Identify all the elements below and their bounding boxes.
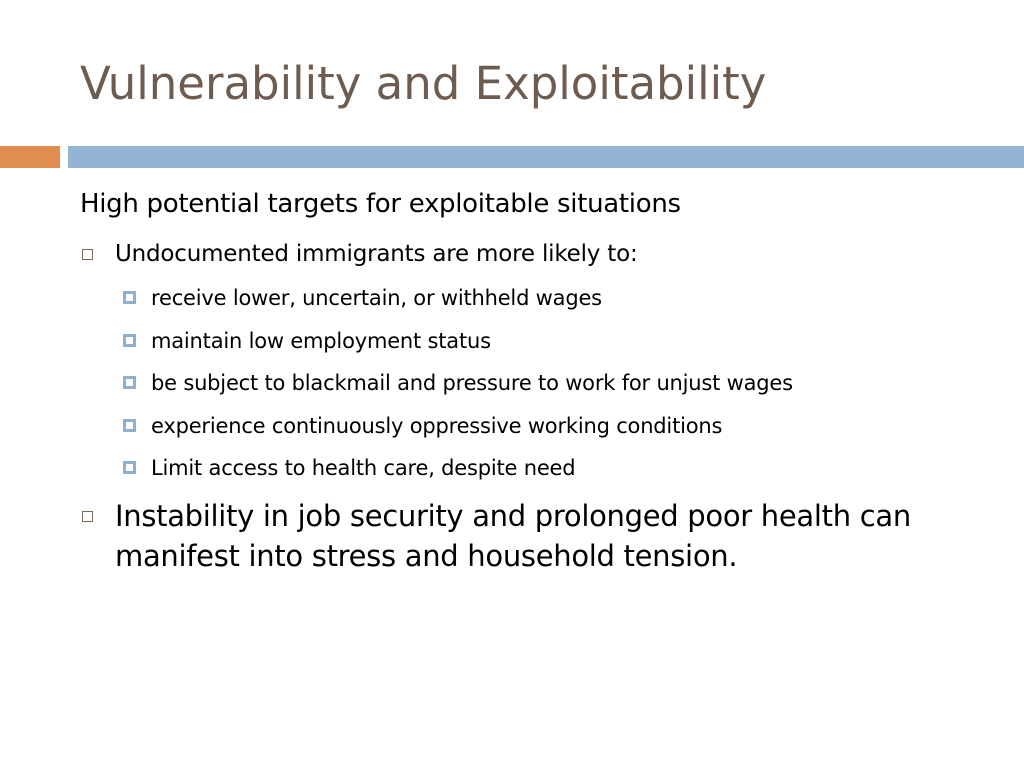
intro-text: High potential targets for exploitable situations bbox=[80, 189, 681, 219]
sub-bullet-text: be subject to blackmail and pressure to work for unjust wages bbox=[151, 371, 793, 395]
blue-square-icon bbox=[123, 419, 136, 432]
blue-square-icon bbox=[123, 291, 136, 304]
blue-square-icon bbox=[123, 461, 136, 474]
hollow-square-icon bbox=[82, 511, 93, 522]
sub-bullet-text: maintain low employment status bbox=[151, 328, 491, 353]
sub-bullet-text: receive lower, uncertain, or withheld wages bbox=[151, 286, 602, 310]
blue-square-icon bbox=[123, 376, 136, 389]
bullet-text: Instability in job security and prolonged poor health can manifest into stress and household tension. bbox=[115, 499, 911, 573]
bullet-text: Undocumented immigrants are more likely to: bbox=[115, 241, 638, 267]
hollow-square-icon bbox=[82, 249, 93, 260]
blue-square-icon bbox=[123, 334, 136, 347]
slide-title: Vulnerability and Exploitability bbox=[80, 57, 767, 110]
sub-bullet-text: experience continuously oppressive working conditions bbox=[151, 413, 723, 438]
sub-bullet-text: Limit access to health care, despite need bbox=[151, 456, 576, 480]
